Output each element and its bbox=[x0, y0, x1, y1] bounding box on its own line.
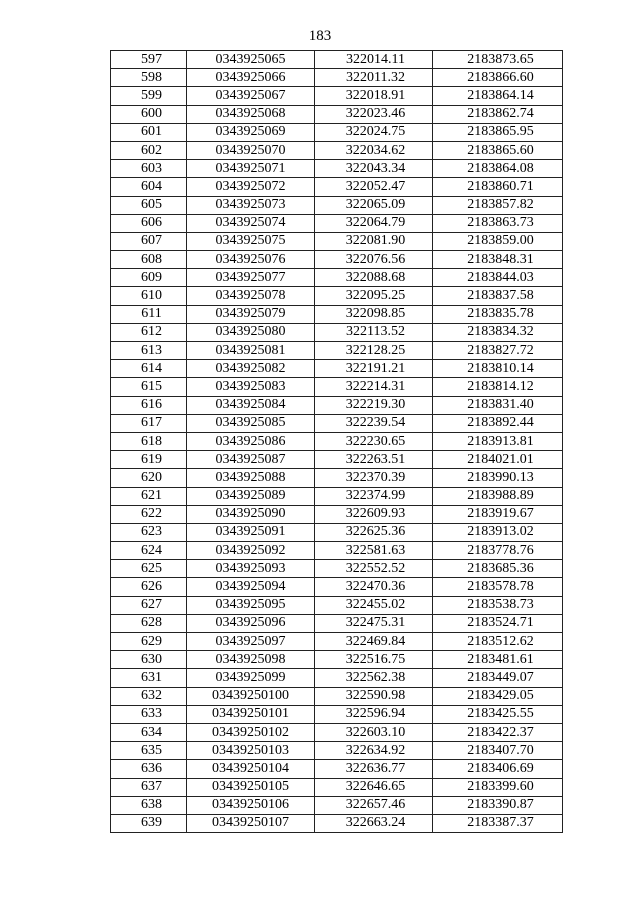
x-coordinate-cell: 322191.21 bbox=[315, 360, 433, 378]
row-number-cell: 632 bbox=[111, 687, 187, 705]
x-coordinate-cell: 322064.79 bbox=[315, 214, 433, 232]
row-number-cell: 601 bbox=[111, 123, 187, 141]
point-id-cell: 0343925085 bbox=[187, 414, 315, 432]
x-coordinate-cell: 322230.65 bbox=[315, 432, 433, 450]
y-coordinate-cell: 2183864.08 bbox=[433, 160, 563, 178]
table-row bbox=[111, 69, 563, 87]
y-coordinate-cell: 2183399.60 bbox=[433, 778, 563, 796]
x-coordinate-cell: 322023.46 bbox=[315, 105, 433, 123]
table-row bbox=[111, 105, 563, 123]
point-id-cell: 0343925090 bbox=[187, 505, 315, 523]
y-coordinate-cell: 2183390.87 bbox=[433, 796, 563, 814]
point-id-cell: 03439250102 bbox=[187, 723, 315, 741]
y-coordinate-cell: 2183407.70 bbox=[433, 742, 563, 760]
table-row bbox=[111, 742, 563, 760]
x-coordinate-cell: 322014.11 bbox=[315, 51, 433, 69]
x-coordinate-cell: 322034.62 bbox=[315, 141, 433, 159]
table-row bbox=[111, 432, 563, 450]
y-coordinate-cell: 2183422.37 bbox=[433, 723, 563, 741]
row-number-cell: 622 bbox=[111, 505, 187, 523]
x-coordinate-cell: 322609.93 bbox=[315, 505, 433, 523]
point-id-cell: 0343925092 bbox=[187, 542, 315, 560]
x-coordinate-cell: 322043.34 bbox=[315, 160, 433, 178]
row-number-cell: 608 bbox=[111, 251, 187, 269]
x-coordinate-cell: 322081.90 bbox=[315, 232, 433, 250]
row-number-cell: 633 bbox=[111, 705, 187, 723]
y-coordinate-cell: 2183990.13 bbox=[433, 469, 563, 487]
y-coordinate-cell: 2183578.78 bbox=[433, 578, 563, 596]
y-coordinate-cell: 2183429.05 bbox=[433, 687, 563, 705]
page-number: 183 bbox=[308, 28, 332, 44]
table-row bbox=[111, 814, 563, 832]
row-number-cell: 607 bbox=[111, 232, 187, 250]
table-row bbox=[111, 523, 563, 541]
point-id-cell: 03439250101 bbox=[187, 705, 315, 723]
x-coordinate-cell: 322590.98 bbox=[315, 687, 433, 705]
x-coordinate-cell: 322552.52 bbox=[315, 560, 433, 578]
x-coordinate-cell: 322374.99 bbox=[315, 487, 433, 505]
y-coordinate-cell: 2183857.82 bbox=[433, 196, 563, 214]
y-coordinate-cell: 2183859.00 bbox=[433, 232, 563, 250]
y-coordinate-cell: 2183892.44 bbox=[433, 414, 563, 432]
x-coordinate-cell: 322239.54 bbox=[315, 414, 433, 432]
y-coordinate-cell: 2183538.73 bbox=[433, 596, 563, 614]
y-coordinate-cell: 2183685.36 bbox=[433, 560, 563, 578]
point-id-cell: 0343925072 bbox=[187, 178, 315, 196]
table-row bbox=[111, 342, 563, 360]
table-row bbox=[111, 251, 563, 269]
row-number-cell: 599 bbox=[111, 87, 187, 105]
point-id-cell: 0343925067 bbox=[187, 87, 315, 105]
y-coordinate-cell: 2183864.14 bbox=[433, 87, 563, 105]
row-number-cell: 637 bbox=[111, 778, 187, 796]
y-coordinate-cell: 2183844.03 bbox=[433, 269, 563, 287]
table-row bbox=[111, 214, 563, 232]
row-number-cell: 638 bbox=[111, 796, 187, 814]
y-coordinate-cell: 2183406.69 bbox=[433, 760, 563, 778]
y-coordinate-cell: 2183835.78 bbox=[433, 305, 563, 323]
table-row bbox=[111, 178, 563, 196]
x-coordinate-cell: 322663.24 bbox=[315, 814, 433, 832]
table-row bbox=[111, 760, 563, 778]
point-id-cell: 0343925083 bbox=[187, 378, 315, 396]
row-number-cell: 598 bbox=[111, 69, 187, 87]
x-coordinate-cell: 322581.63 bbox=[315, 542, 433, 560]
row-number-cell: 610 bbox=[111, 287, 187, 305]
table-row bbox=[111, 651, 563, 669]
point-id-cell: 0343925074 bbox=[187, 214, 315, 232]
point-id-cell: 0343925097 bbox=[187, 633, 315, 651]
point-id-cell: 0343925076 bbox=[187, 251, 315, 269]
y-coordinate-cell: 2183848.31 bbox=[433, 251, 563, 269]
point-id-cell: 0343925088 bbox=[187, 469, 315, 487]
table-row bbox=[111, 123, 563, 141]
y-coordinate-cell: 2183481.61 bbox=[433, 651, 563, 669]
point-id-cell: 0343925075 bbox=[187, 232, 315, 250]
row-number-cell: 605 bbox=[111, 196, 187, 214]
x-coordinate-cell: 322562.38 bbox=[315, 669, 433, 687]
x-coordinate-cell: 322095.25 bbox=[315, 287, 433, 305]
y-coordinate-cell: 2183827.72 bbox=[433, 342, 563, 360]
x-coordinate-cell: 322065.09 bbox=[315, 196, 433, 214]
table-row bbox=[111, 796, 563, 814]
x-coordinate-cell: 322469.84 bbox=[315, 633, 433, 651]
y-coordinate-cell: 2184021.01 bbox=[433, 451, 563, 469]
y-coordinate-cell: 2183831.40 bbox=[433, 396, 563, 414]
x-coordinate-cell: 322475.31 bbox=[315, 614, 433, 632]
point-id-cell: 0343925081 bbox=[187, 342, 315, 360]
x-coordinate-cell: 322098.85 bbox=[315, 305, 433, 323]
row-number-cell: 611 bbox=[111, 305, 187, 323]
table-row bbox=[111, 505, 563, 523]
x-coordinate-cell: 322657.46 bbox=[315, 796, 433, 814]
point-id-cell: 0343925080 bbox=[187, 323, 315, 341]
point-id-cell: 03439250107 bbox=[187, 814, 315, 832]
point-id-cell: 0343925078 bbox=[187, 287, 315, 305]
row-number-cell: 628 bbox=[111, 614, 187, 632]
table-row bbox=[111, 560, 563, 578]
table-row bbox=[111, 141, 563, 159]
point-id-cell: 03439250105 bbox=[187, 778, 315, 796]
row-number-cell: 597 bbox=[111, 51, 187, 69]
row-number-cell: 609 bbox=[111, 269, 187, 287]
y-coordinate-cell: 2183449.07 bbox=[433, 669, 563, 687]
table-row bbox=[111, 578, 563, 596]
point-id-cell: 0343925066 bbox=[187, 69, 315, 87]
table-row bbox=[111, 723, 563, 741]
y-coordinate-cell: 2183778.76 bbox=[433, 542, 563, 560]
point-id-cell: 0343925068 bbox=[187, 105, 315, 123]
table-row bbox=[111, 360, 563, 378]
x-coordinate-cell: 322214.31 bbox=[315, 378, 433, 396]
row-number-cell: 603 bbox=[111, 160, 187, 178]
y-coordinate-cell: 2183524.71 bbox=[433, 614, 563, 632]
row-number-cell: 617 bbox=[111, 414, 187, 432]
point-id-cell: 0343925096 bbox=[187, 614, 315, 632]
y-coordinate-cell: 2183810.14 bbox=[433, 360, 563, 378]
y-coordinate-cell: 2183913.81 bbox=[433, 432, 563, 450]
table-row bbox=[111, 469, 563, 487]
row-number-cell: 616 bbox=[111, 396, 187, 414]
table-row bbox=[111, 705, 563, 723]
row-number-cell: 626 bbox=[111, 578, 187, 596]
table-row bbox=[111, 287, 563, 305]
point-id-cell: 0343925098 bbox=[187, 651, 315, 669]
point-id-cell: 0343925086 bbox=[187, 432, 315, 450]
row-number-cell: 612 bbox=[111, 323, 187, 341]
row-number-cell: 630 bbox=[111, 651, 187, 669]
x-coordinate-cell: 322018.91 bbox=[315, 87, 433, 105]
row-number-cell: 618 bbox=[111, 432, 187, 450]
x-coordinate-cell: 322076.56 bbox=[315, 251, 433, 269]
table-row bbox=[111, 614, 563, 632]
x-coordinate-cell: 322113.52 bbox=[315, 323, 433, 341]
x-coordinate-cell: 322636.77 bbox=[315, 760, 433, 778]
row-number-cell: 627 bbox=[111, 596, 187, 614]
table-row bbox=[111, 51, 563, 69]
table-row bbox=[111, 232, 563, 250]
point-id-cell: 0343925079 bbox=[187, 305, 315, 323]
point-id-cell: 03439250106 bbox=[187, 796, 315, 814]
table-row bbox=[111, 633, 563, 651]
table-row bbox=[111, 323, 563, 341]
row-number-cell: 614 bbox=[111, 360, 187, 378]
y-coordinate-cell: 2183512.62 bbox=[433, 633, 563, 651]
row-number-cell: 635 bbox=[111, 742, 187, 760]
point-id-cell: 0343925082 bbox=[187, 360, 315, 378]
x-coordinate-cell: 322596.94 bbox=[315, 705, 433, 723]
point-id-cell: 0343925073 bbox=[187, 196, 315, 214]
point-id-cell: 03439250100 bbox=[187, 687, 315, 705]
x-coordinate-cell: 322024.75 bbox=[315, 123, 433, 141]
table-row bbox=[111, 669, 563, 687]
point-id-cell: 03439250104 bbox=[187, 760, 315, 778]
table-row bbox=[111, 196, 563, 214]
y-coordinate-cell: 2183865.95 bbox=[433, 123, 563, 141]
point-id-cell: 0343925065 bbox=[187, 51, 315, 69]
x-coordinate-cell: 322088.68 bbox=[315, 269, 433, 287]
table-row bbox=[111, 378, 563, 396]
table-row bbox=[111, 451, 563, 469]
x-coordinate-cell: 322516.75 bbox=[315, 651, 433, 669]
row-number-cell: 604 bbox=[111, 178, 187, 196]
y-coordinate-cell: 2183865.60 bbox=[433, 141, 563, 159]
coordinates-table bbox=[110, 50, 563, 833]
x-coordinate-cell: 322263.51 bbox=[315, 451, 433, 469]
y-coordinate-cell: 2183837.58 bbox=[433, 287, 563, 305]
row-number-cell: 629 bbox=[111, 633, 187, 651]
x-coordinate-cell: 322370.39 bbox=[315, 469, 433, 487]
row-number-cell: 621 bbox=[111, 487, 187, 505]
row-number-cell: 619 bbox=[111, 451, 187, 469]
x-coordinate-cell: 322011.32 bbox=[315, 69, 433, 87]
y-coordinate-cell: 2183863.73 bbox=[433, 214, 563, 232]
row-number-cell: 624 bbox=[111, 542, 187, 560]
x-coordinate-cell: 322052.47 bbox=[315, 178, 433, 196]
row-number-cell: 631 bbox=[111, 669, 187, 687]
y-coordinate-cell: 2183873.65 bbox=[433, 51, 563, 69]
row-number-cell: 625 bbox=[111, 560, 187, 578]
table-row bbox=[111, 305, 563, 323]
y-coordinate-cell: 2183988.89 bbox=[433, 487, 563, 505]
point-id-cell: 0343925071 bbox=[187, 160, 315, 178]
row-number-cell: 634 bbox=[111, 723, 187, 741]
y-coordinate-cell: 2183866.60 bbox=[433, 69, 563, 87]
table-row bbox=[111, 596, 563, 614]
point-id-cell: 0343925094 bbox=[187, 578, 315, 596]
y-coordinate-cell: 2183387.37 bbox=[433, 814, 563, 832]
table-row bbox=[111, 396, 563, 414]
x-coordinate-cell: 322470.36 bbox=[315, 578, 433, 596]
y-coordinate-cell: 2183862.74 bbox=[433, 105, 563, 123]
point-id-cell: 0343925099 bbox=[187, 669, 315, 687]
table-row bbox=[111, 487, 563, 505]
coordinates-table-body bbox=[111, 51, 563, 833]
x-coordinate-cell: 322603.10 bbox=[315, 723, 433, 741]
x-coordinate-cell: 322625.36 bbox=[315, 523, 433, 541]
row-number-cell: 600 bbox=[111, 105, 187, 123]
row-number-cell: 615 bbox=[111, 378, 187, 396]
row-number-cell: 620 bbox=[111, 469, 187, 487]
row-number-cell: 623 bbox=[111, 523, 187, 541]
y-coordinate-cell: 2183834.32 bbox=[433, 323, 563, 341]
x-coordinate-cell: 322128.25 bbox=[315, 342, 433, 360]
row-number-cell: 613 bbox=[111, 342, 187, 360]
point-id-cell: 0343925084 bbox=[187, 396, 315, 414]
table-row bbox=[111, 687, 563, 705]
table-row bbox=[111, 269, 563, 287]
table-row bbox=[111, 542, 563, 560]
row-number-cell: 602 bbox=[111, 141, 187, 159]
point-id-cell: 0343925087 bbox=[187, 451, 315, 469]
table-row bbox=[111, 778, 563, 796]
y-coordinate-cell: 2183919.67 bbox=[433, 505, 563, 523]
x-coordinate-cell: 322634.92 bbox=[315, 742, 433, 760]
y-coordinate-cell: 2183425.55 bbox=[433, 705, 563, 723]
point-id-cell: 0343925077 bbox=[187, 269, 315, 287]
point-id-cell: 0343925091 bbox=[187, 523, 315, 541]
table-row bbox=[111, 160, 563, 178]
table-row bbox=[111, 87, 563, 105]
table-row bbox=[111, 414, 563, 432]
x-coordinate-cell: 322646.65 bbox=[315, 778, 433, 796]
x-coordinate-cell: 322455.02 bbox=[315, 596, 433, 614]
row-number-cell: 639 bbox=[111, 814, 187, 832]
row-number-cell: 606 bbox=[111, 214, 187, 232]
point-id-cell: 03439250103 bbox=[187, 742, 315, 760]
x-coordinate-cell: 322219.30 bbox=[315, 396, 433, 414]
y-coordinate-cell: 2183814.12 bbox=[433, 378, 563, 396]
point-id-cell: 0343925095 bbox=[187, 596, 315, 614]
y-coordinate-cell: 2183913.02 bbox=[433, 523, 563, 541]
point-id-cell: 0343925089 bbox=[187, 487, 315, 505]
point-id-cell: 0343925069 bbox=[187, 123, 315, 141]
point-id-cell: 0343925070 bbox=[187, 141, 315, 159]
row-number-cell: 636 bbox=[111, 760, 187, 778]
y-coordinate-cell: 2183860.71 bbox=[433, 178, 563, 196]
point-id-cell: 0343925093 bbox=[187, 560, 315, 578]
